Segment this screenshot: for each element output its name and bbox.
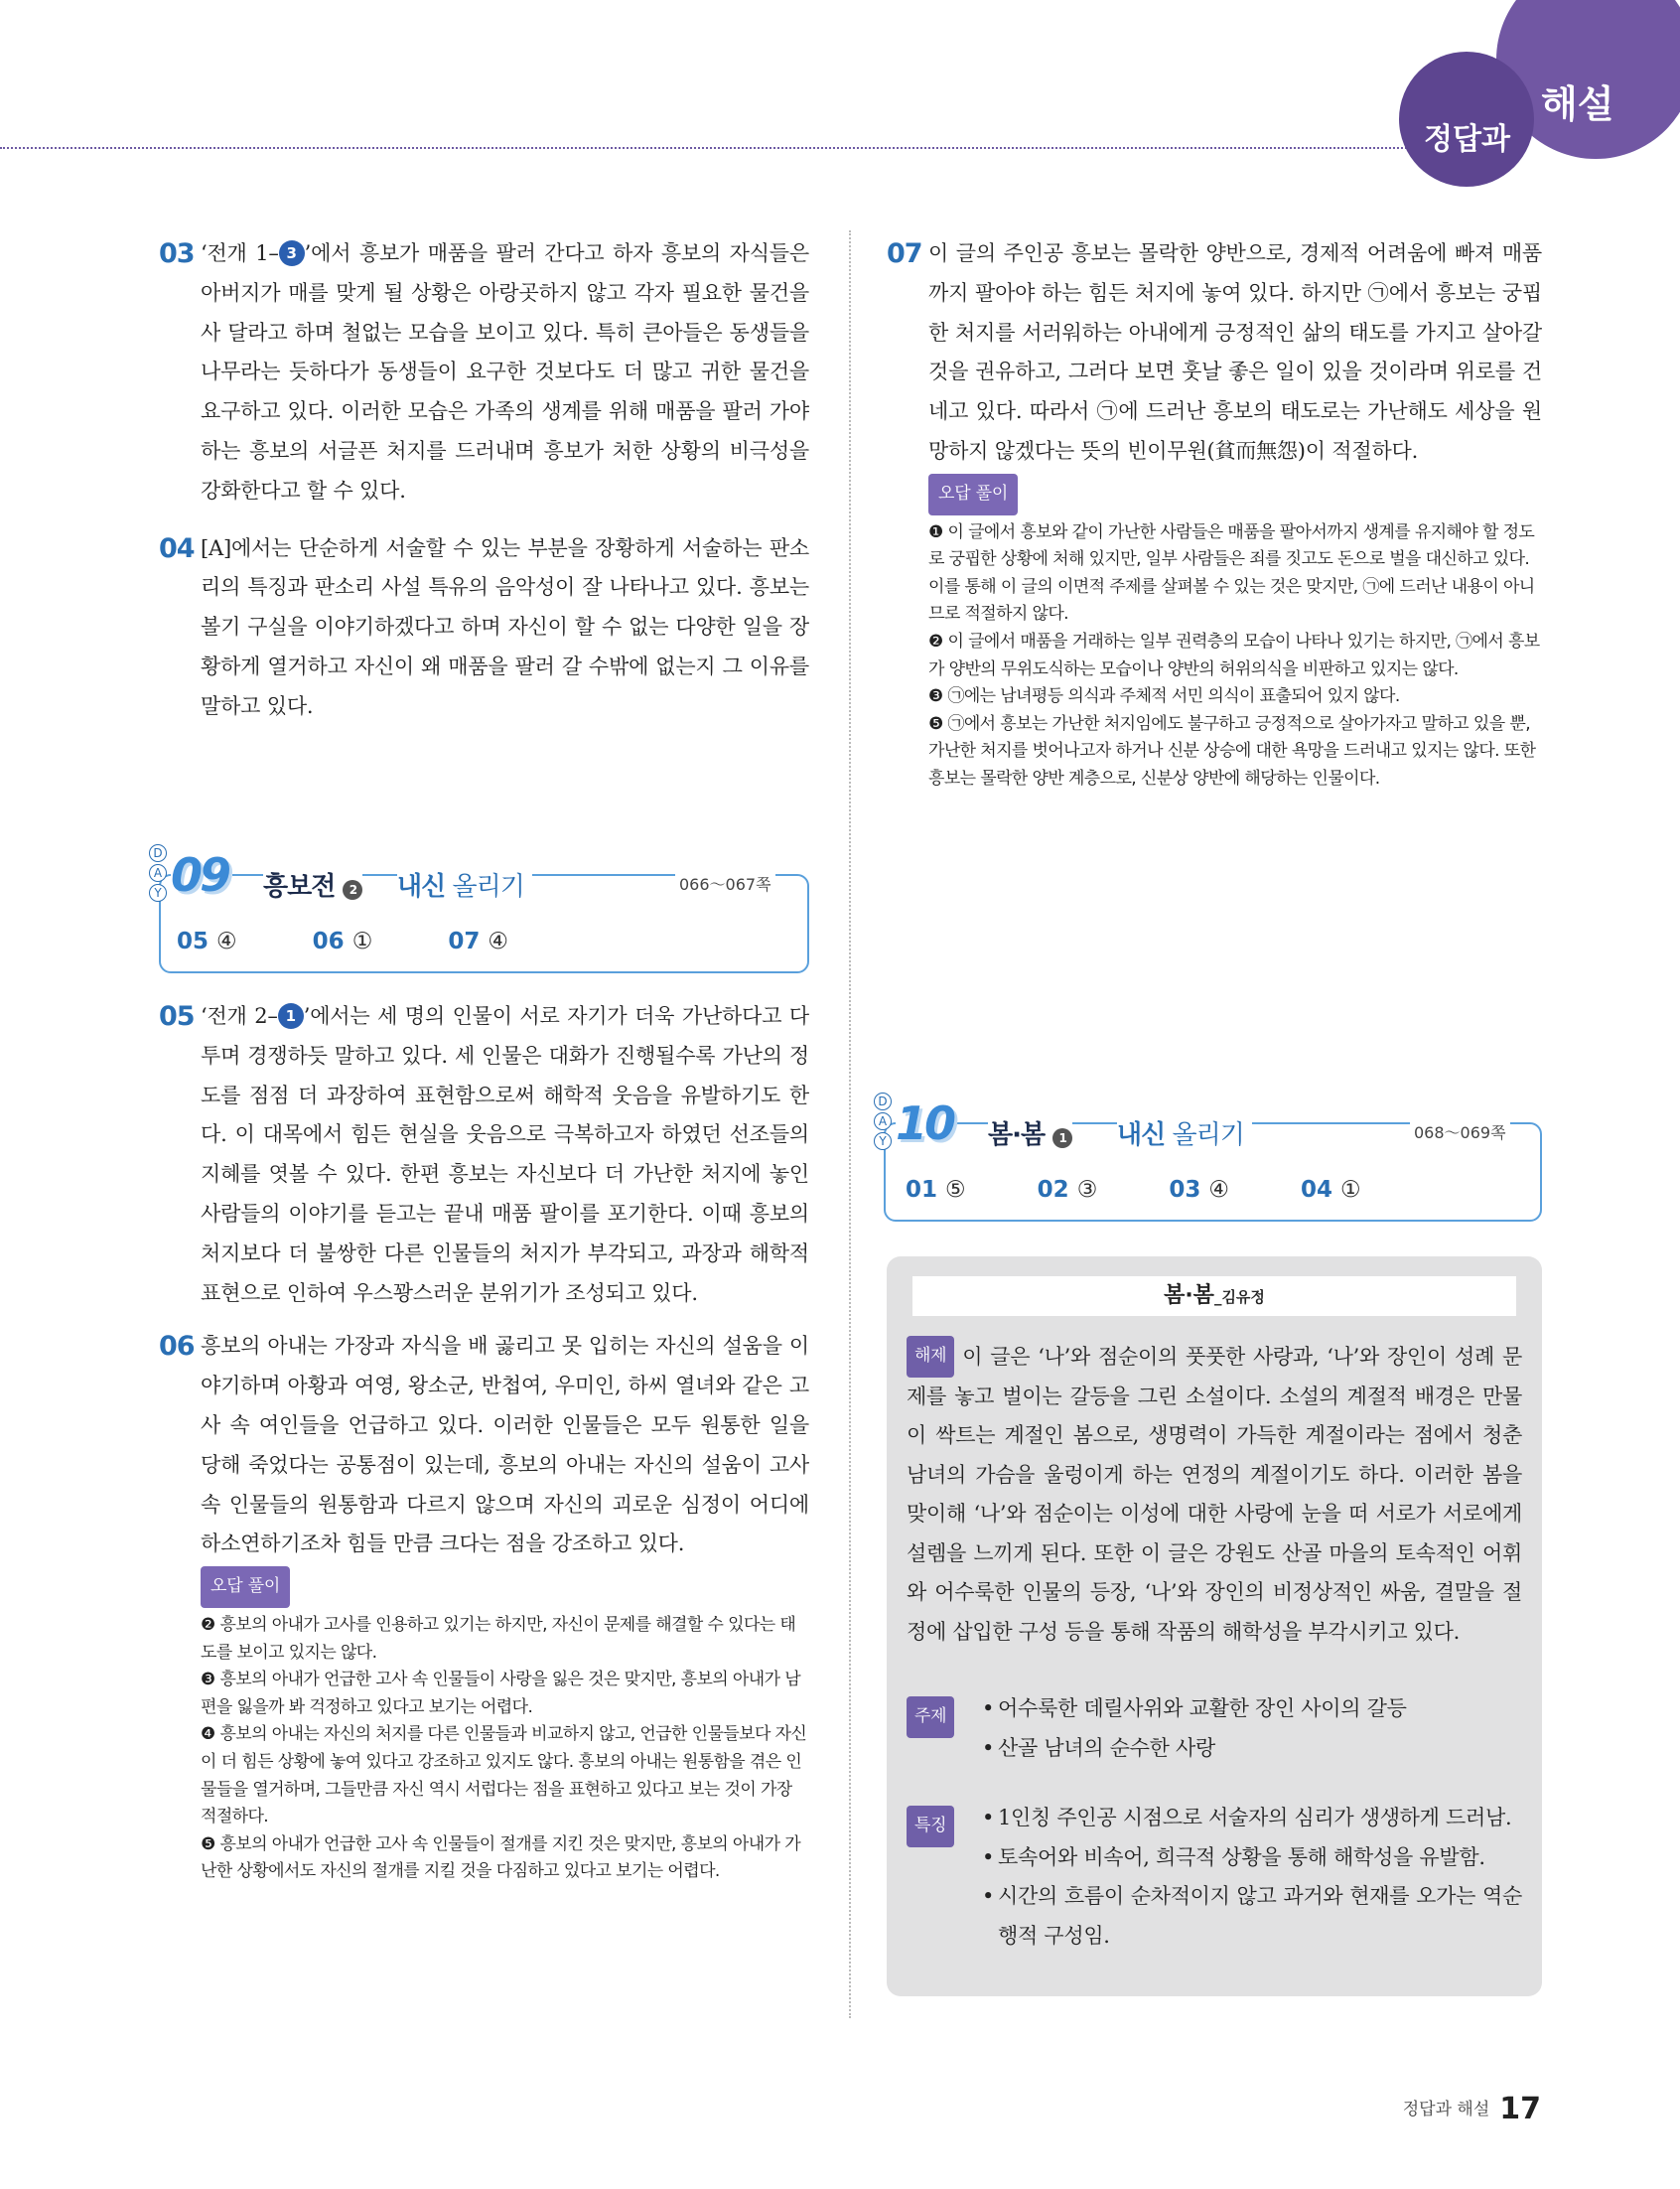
work-title: 봄·봄_김유정 — [912, 1276, 1516, 1316]
answer-06 — [159, 1327, 809, 1886]
day-number: 10 — [896, 1096, 957, 1150]
answer-text: [A]에서는 단순하게 서술할 수 있는 부분을 장황하게 서술하는 판소리의 특징과 판소리 사설 특유의 음악성이 잘 나타나고 있다. 흥보는 볼기 구실을 이야기하겠다고 하며 자신이 할 수 없는 다양한 일을 장황하게 열거하고 자신이 왜 매품을 팔러 갈 수밖에 없는지 그 이유를 말하고 있다. — [201, 535, 809, 718]
question-number: 06 — [159, 1331, 195, 1363]
note-item: ❶ 이 글에서 흥보와 같이 가난한 사람들은 매품을 팔아서까지 생계를 유지해야 할 정도로 궁핍한 상황에 처해 있지만, 일부 사람들은 죄를 짓고도 돈으로 벌을 대신하고 있다. 이를 통해 이 글의 이면적 주제를 살펴볼 수 있는 것은 맞지만, ㉠에 드러난 내용이 아니므로 적절하지 않다. — [928, 521, 1535, 625]
badge-text-part2: 해설 — [1541, 82, 1614, 126]
circled-number: 1 — [278, 1003, 304, 1029]
haeje-tag: 해제 — [907, 1336, 954, 1378]
day-number: 09 — [171, 848, 232, 902]
day-title: 봄·봄 1 — [988, 1114, 1072, 1151]
answer-item: 06 ① — [312, 929, 373, 954]
teukjing-item: • 시간의 흐름이 순차적이지 않고 과거와 현재를 오가는 역순행적 구성임. — [982, 1877, 1522, 1956]
circled-number: 3 — [279, 240, 305, 266]
section-badge — [1352, 0, 1680, 189]
answer-07 — [887, 234, 1542, 794]
juje-item: • 산골 남녀의 순수한 사랑 — [982, 1729, 1522, 1769]
answer-item: 02 ③ — [1037, 1177, 1098, 1203]
note-item: ❺ 흥보의 아내가 언급한 고사 속 인물들이 절개를 지킨 것은 맞지만, 흥보의 아내가 가난한 상황에서도 자신의 절개를 지킬 것을 다짐하고 있다고 보기는 어렵다. — [201, 1833, 801, 1882]
left-column — [159, 234, 809, 727]
day-label: D A Y — [874, 1093, 892, 1152]
day-09-box — [149, 844, 809, 978]
answer-text: 이 글의 주인공 흥보는 몰락한 양반으로, 경제적 어려움에 빠져 매품까지 팔아야 하는 힘든 처지에 놓여 있다. 하지만 ㉠에서 흥보는 궁핍한 처지를 서러워하는 아내에게 긍정적인 삶의 태도를 가지고 살아갈 것을 권유하고, 그러다 보면 훗날 좋은 일이 있을 것이라며 위로를 건네고 있다. 따라서 ㉠에 드러난 흥보의 태도로는 가난해도 세상을 원망하지 않겠다는 뜻의 빈이무원(貧而無怨)이 적절하다. — [928, 241, 1542, 463]
naesin-label: 내신 올리기 — [1117, 1114, 1252, 1151]
day-10-box — [874, 1093, 1542, 1227]
page-range: 068～069쪽 — [1410, 1120, 1510, 1143]
answer-item: 05 ④ — [177, 929, 237, 954]
answer-key — [177, 929, 584, 954]
answer-03: 03 ‘전개 1– 3 ’에서 흥보가 매품을 팔러 간다고 하자 흥보의 자식들은 아버지가 매를 맞게 될 상황은 아랑곳하지 않고 각자 필요한 물건을 사 달라고 하며 철없는 모습을 보이고 있다. 특히 큰아들은 동생들을 나무라는 듯하다가 동생들이 요구한 것보다도 더 많고 귀한 물건을 요구하고 있다. 이러한 모습은 가족의 생계를 위해 매품을 팔러 가야 하는 흥보의 서글픈 처지를 드러내며 흥보가 처한 상황의 비극성을 강화한다고 할 수 있다. — [159, 234, 809, 511]
teukjing-section — [907, 1799, 1522, 1956]
answer-text: 흥보의 아내는 가장과 자식을 배 곯리고 못 입히는 자신의 설움을 이야기하며 아황과 여영, 왕소군, 반첩여, 우미인, 하씨 열녀와 같은 고사 속 여인들을 언급하고 있다. 이러한 인물들은 모두 원통한 일을 당해 죽었다는 공통점이 있는데, 흥보의 아내는 자신의 설움이 고사 속 인물들의 원통함과 다르지 않으며 자신의 괴로운 심정이 어디에 하소연하기조차 힘들 만큼 크다는 점을 강조하고 있다. — [201, 1334, 809, 1556]
work-commentary-box — [887, 1256, 1542, 1996]
teukjing-item: • 1인칭 주인공 시점으로 서술자의 심리가 생생하게 드러남. — [982, 1799, 1522, 1838]
header-dotted-rule — [0, 147, 1410, 149]
haeje-section — [907, 1336, 1522, 1652]
juje-item: • 어수룩한 데릴사위와 교활한 장인 사이의 갈등 — [982, 1689, 1522, 1729]
question-number: 07 — [887, 238, 922, 269]
note-item: ❷ 이 글에서 매품을 거래하는 일부 권력층의 모습이 나타나 있기는 하지만, ㉠에서 흥보가 양반의 무위도식하는 모습이나 양반의 허위의식을 비판하고 있지는 않다. — [928, 631, 1540, 679]
title-circled-number: 1 — [1052, 1128, 1072, 1148]
left-column-lower — [159, 997, 809, 1886]
question-number: 03 — [159, 238, 195, 269]
day-title: 흥보전 2 — [263, 866, 362, 903]
teukjing-tag: 특징 — [907, 1806, 954, 1847]
page-footer — [1403, 2092, 1541, 2126]
title-circled-number: 2 — [343, 880, 362, 900]
day-label: D A Y — [149, 844, 167, 904]
answer-item: 01 ⑤ — [906, 1177, 966, 1203]
question-number: 05 — [159, 1001, 195, 1032]
question-number: 04 — [159, 532, 195, 564]
wrong-answer-notes — [928, 519, 1542, 794]
juje-section — [907, 1689, 1522, 1768]
answer-05: 05 ‘전개 2– 1 ’에서는 세 명의 인물이 서로 자기가 더욱 가난하다고 다투며 경쟁하듯 말하고 있다. 세 인물은 대화가 진행될수록 가난의 정도를 점점 더 과장하여 표현함으로써 해학적 웃음을 유발하기도 한다. 이 대목에서 힘든 현실을 웃음으로 극복하고자 하였던 선조들의 지혜를 엿볼 수 있다. 한편 흥보는 자신보다 더 가난한 처지에 놓인 사람들의 이야기를 듣고는 끝내 매품 팔이를 포기한다. 이때 흥보의 처지보다 더 불쌍한 다른 인물들의 처지가 부각되고, 과장과 해학적 표현으로 인하여 우스꽝스러운 분위기가 조성되고 있다. — [159, 997, 809, 1313]
wrong-answer-tag: 오답 풀이 — [201, 1566, 290, 1608]
right-column — [887, 234, 1542, 794]
teukjing-item: • 토속어와 비속어, 희극적 상황을 통해 해학성을 유발함. — [982, 1838, 1522, 1878]
note-item: ❺ ㉠에서 흥보는 가난한 처지임에도 불구하고 긍정적으로 살아가자고 말하고 있을 뿐, 가난한 처지를 벗어나고자 하거나 신분 상승에 대한 욕망을 드러내고 있지는 않다. 또한 흥보는 몰락한 양반 계층으로, 신분상 양반에 해당하는 인물이다. — [928, 713, 1536, 789]
answer-04 — [159, 529, 809, 727]
answer-item: 03 ④ — [1169, 1177, 1229, 1203]
column-separator — [849, 230, 851, 2018]
juje-tag: 주제 — [907, 1696, 954, 1738]
haeje-text: 이 글은 ‘나’와 점순이의 풋풋한 사랑과, ‘나’와 장인이 성례 문제를 놓고 벌이는 갈등을 그린 소설이다. 소설의 계절적 배경은 만물이 싹트는 계절인 봄으로, 생명력이 가득한 계절이라는 점에서 청춘 남녀의 가슴을 울렁이게 하는 연정의 계절이기도 하다. 이러한 봄을 맞이해 ‘나’와 점순이는 이성에 대한 사랑에 눈을 떠 서로가 서로에게 설렘을 느끼게 된다. 또한 이 글은 강원도 산골 마을의 토속적인 어휘와 어수룩한 인물의 등장, ‘나’와 장인의 비정상적인 싸움, 결말을 절정에 삽입한 구성 등을 통해 작품의 해학성을 부각시키고 있다. — [907, 1345, 1522, 1644]
note-item: ❸ 흥보의 아내가 언급한 고사 속 인물들이 사랑을 잃은 것은 맞지만, 흥보의 아내가 남편을 잃을까 봐 걱정하고 있다고 보기는 어렵다. — [201, 1670, 801, 1717]
footer-label: 정답과 해설 — [1402, 2100, 1490, 2119]
answer-key — [906, 1177, 1361, 1203]
answer-item: 07 ④ — [448, 929, 508, 954]
note-item: ❹ 흥보의 아내는 자신의 처지를 다른 인물들과 비교하지 않고, 언급한 인물들보다 자신이 더 힘든 상황에 놓여 있다고 강조하고 있지도 않다. 흥보의 아내는 원통함을 겪은 인물들을 열거하며, 그들만큼 자신 역시 서럽다는 점을 표현하고 있다고 보는 것이 가장 적절하다. — [201, 1724, 807, 1827]
note-item: ❷ 흥보의 아내가 고사를 인용하고 있기는 하지만, 자신이 문제를 해결할 수 있다는 태도를 보이고 있지는 않다. — [201, 1614, 796, 1663]
page-range: 066～067쪽 — [675, 872, 775, 895]
wrong-answer-notes — [201, 1612, 809, 1886]
naesin-label: 내신 올리기 — [397, 866, 532, 903]
wrong-answer-tag: 오답 풀이 — [928, 474, 1018, 515]
page-number: 17 — [1499, 2092, 1541, 2126]
badge-text-part1: 정답과 — [1424, 122, 1510, 157]
answer-item: 04 ① — [1300, 1177, 1361, 1203]
note-item: ❸ ㉠에는 남녀평등 의식과 주체적 서민 의식이 표출되어 있지 않다. — [928, 686, 1400, 707]
